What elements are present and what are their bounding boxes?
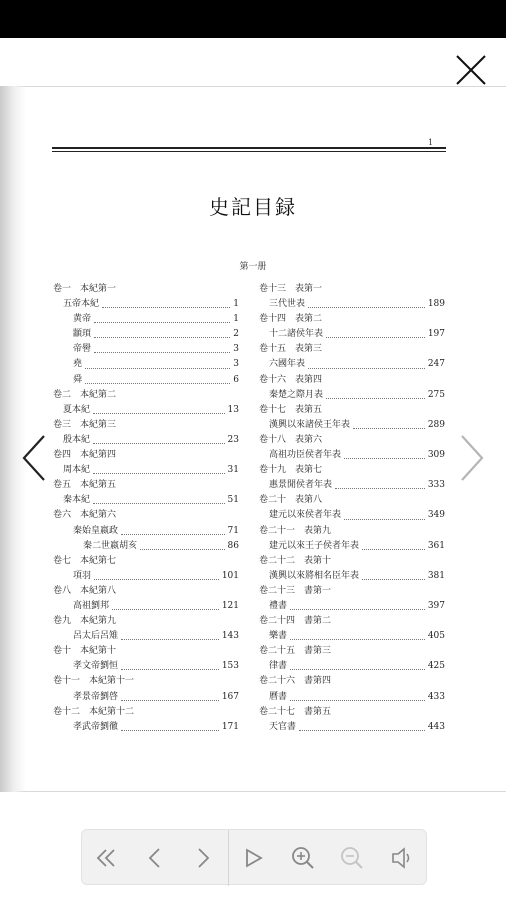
toc-entry-title: 建元以來侯者年表 (269, 510, 342, 521)
toc-chapter-heading (53, 674, 239, 689)
toc-entry (259, 569, 445, 584)
toc-page-number: 189 (427, 299, 445, 310)
toc-entry (53, 433, 239, 448)
toc-page-number: 121 (221, 600, 239, 611)
toc-entry-title: 孝景帝劉啓 (73, 691, 119, 702)
play-icon (235, 840, 271, 876)
toc-entry-title: 禮書 (269, 600, 288, 611)
toc-page-number: 2 (233, 329, 239, 340)
toc-page-number: 289 (427, 419, 445, 430)
toc-entry (259, 478, 445, 493)
leader-dots (326, 388, 425, 399)
toc-chapter-heading (259, 554, 445, 569)
toc-entry-title: 呂太后呂雉 (73, 631, 119, 642)
toc-entry-title: 建元以來王子侯者年表 (269, 540, 360, 551)
toc-page-number: 51 (227, 495, 239, 506)
previous-page-button[interactable] (18, 432, 50, 484)
toc-entry-title: 卷五 本紀第五 (53, 480, 117, 491)
toc-page-number: 23 (227, 434, 239, 445)
toc-chapter-heading (259, 493, 445, 508)
toc-entry (259, 327, 445, 342)
toc-entry-title: 舜 (73, 374, 83, 385)
toc-entry-title: 卷六 本紀第六 (53, 510, 117, 521)
toc-chapter-heading (53, 448, 239, 463)
toc-entry (53, 403, 239, 418)
toc-entry (53, 569, 239, 584)
toc-entry (53, 297, 239, 312)
toc-entry-title: 卷十 本紀第十 (53, 646, 117, 657)
reader-toolbar (81, 829, 427, 885)
toc-page-number: 171 (221, 721, 239, 732)
toc-page-number: 71 (227, 525, 239, 536)
leader-dots (290, 659, 425, 670)
toc-page-number: 31 (227, 465, 239, 476)
toc-entry-title: 殷本紀 (63, 434, 91, 445)
toc-entry (259, 448, 445, 463)
leader-dots (93, 463, 225, 474)
toc-chapter-heading (259, 312, 445, 327)
zoom-out-icon (334, 840, 370, 876)
toc-page-number: 433 (427, 691, 445, 702)
leader-dots (308, 357, 425, 368)
toc-chapter-heading (53, 644, 239, 659)
toc-entry-title: 天官書 (269, 721, 297, 732)
toc-chapter-heading (53, 388, 239, 403)
toc-entry-title: 卷二十一 表第九 (259, 525, 332, 536)
leader-dots (344, 448, 425, 459)
toc-page-number: 3 (233, 344, 239, 355)
toc-chapter-heading (259, 342, 445, 357)
next-page-button[interactable] (456, 432, 488, 484)
toc-entry (259, 357, 445, 372)
leader-dots (353, 418, 425, 429)
toc-entry (53, 342, 239, 357)
toc-entry (259, 388, 445, 403)
toc-page-number: 86 (227, 540, 239, 551)
toc-entry-title: 卷一 本紀第一 (53, 284, 117, 294)
toc-page-number: 361 (427, 540, 445, 551)
leader-dots (93, 403, 225, 414)
toc-chapter-heading (53, 584, 239, 599)
toc-entry-title: 秦楚之際月表 (269, 389, 324, 400)
leader-dots (121, 629, 219, 640)
toc-entry-title: 三代世表 (269, 299, 306, 310)
toc-column-right (259, 282, 445, 735)
toc-page-number: 309 (427, 450, 445, 461)
leader-dots (112, 599, 219, 610)
toc-entry (53, 373, 239, 388)
toc-entry-title: 孝文帝劉恒 (73, 661, 119, 672)
zoom-out-button[interactable] (334, 840, 370, 876)
toc-entry-title: 項羽 (73, 570, 92, 581)
toc-entry-title: 秦始皇嬴政 (73, 525, 119, 536)
toc-entry-title: 卷三 本紀第三 (53, 419, 117, 430)
toc-entry-title: 卷十二 本紀第十二 (53, 706, 135, 717)
page-number: 1 (428, 138, 434, 147)
toc-entry-title: 卷二十六 書第四 (259, 676, 332, 687)
toc-page-number: 1 (233, 299, 239, 310)
toc-chapter-heading (53, 554, 239, 569)
toc-entry-title: 十二諸侯年表 (269, 329, 324, 340)
toc-entry (53, 539, 239, 554)
toc-entry-title: 高祖功臣侯者年表 (269, 450, 342, 461)
toc-entry (53, 493, 239, 508)
toc-entry (259, 690, 445, 705)
toc-chapter-heading (53, 508, 239, 523)
toc-entry (53, 599, 239, 614)
leader-dots (85, 357, 230, 368)
toc-entry-title: 卷七 本紀第七 (53, 555, 117, 566)
toc-chapter-heading (53, 418, 239, 433)
toc-entry-title: 夏本紀 (63, 404, 91, 415)
toc-entry-title: 卷十六 表第四 (259, 374, 323, 385)
toc-entry (53, 327, 239, 342)
status-bar (0, 0, 506, 38)
toc-entry-title: 孝武帝劉徹 (73, 721, 119, 732)
toc-page-number: 143 (221, 631, 239, 642)
page-title: 史記目録 (209, 195, 297, 219)
next-icon (185, 840, 221, 876)
toc-entry-title: 卷十九 表第七 (259, 465, 323, 476)
toc-chapter-heading (259, 705, 445, 720)
header-rule (52, 147, 446, 149)
leader-dots (362, 539, 425, 550)
toc-entry (259, 659, 445, 674)
first-page-icon (87, 840, 123, 876)
leader-dots (335, 478, 425, 489)
toc-entry (53, 463, 239, 478)
leader-dots (299, 720, 425, 731)
close-icon (452, 52, 490, 88)
toc-entry (259, 720, 445, 735)
previous-button[interactable] (137, 840, 173, 876)
leader-dots (121, 720, 219, 731)
toc-entry-title: 高祖劉邦 (73, 600, 110, 611)
toc-page-number: 333 (427, 480, 445, 491)
toc-entry-title: 堯 (73, 359, 83, 370)
toc-entry-title: 卷十七 表第五 (259, 404, 323, 415)
zoom-in-button[interactable] (285, 840, 321, 876)
leader-dots (85, 373, 230, 384)
leader-dots (94, 569, 219, 580)
toc-entry (53, 524, 239, 539)
toc-entry (259, 418, 445, 433)
toc-entry-title: 卷二 本紀第二 (53, 389, 117, 400)
toc-chapter-heading (53, 614, 239, 629)
toc-page-number: 6 (233, 374, 239, 385)
toc-entry-title: 卷八 本紀第八 (53, 585, 117, 596)
toc-entry-title: 漢興以來將相名臣年表 (269, 570, 360, 581)
toc-chapter-heading (259, 433, 445, 448)
toc-entry (53, 312, 239, 327)
toc-page-number: 197 (427, 329, 445, 340)
toc-entry (53, 659, 239, 674)
toc-entry-title: 卷二十五 書第三 (259, 646, 332, 657)
toc-entry-title: 卷四 本紀第四 (53, 450, 117, 461)
leader-dots (94, 327, 230, 338)
toc-entry-title: 卷十一 本紀第十一 (53, 676, 135, 687)
toolbar-divider (228, 830, 229, 886)
toc-entry-title: 周本紀 (63, 465, 91, 476)
leader-dots (326, 327, 425, 338)
toc-chapter-heading (259, 524, 445, 539)
leader-dots (362, 569, 425, 580)
toc-entry-title: 卷二十 表第八 (259, 495, 323, 506)
leader-dots (290, 629, 425, 640)
toc-entry (53, 357, 239, 372)
toc-page-number: 153 (221, 661, 239, 672)
toc-page-number: 381 (427, 570, 445, 581)
toc-page-number: 101 (221, 570, 239, 581)
toc-chapter-heading (259, 614, 445, 629)
toc-entry-title: 樂書 (269, 631, 288, 642)
leader-dots (121, 659, 219, 670)
toc-page-number: 443 (427, 721, 445, 732)
volume-label: 第一册 (239, 262, 267, 272)
close-button[interactable] (452, 52, 490, 88)
leader-dots (102, 297, 230, 308)
toc-entry-title: 秦本紀 (63, 495, 91, 506)
toc-page-number: 275 (427, 389, 445, 400)
toc-entry-title: 卷二十二 表第十 (259, 555, 332, 566)
toc-page-number: 397 (427, 600, 445, 611)
leader-dots (121, 690, 219, 701)
chevron-right-icon (456, 432, 488, 484)
toc-page-number: 1 (233, 314, 239, 325)
toc-entry-title: 帝嚳 (73, 344, 92, 355)
toc-column-left (53, 282, 239, 735)
toc-page-number: 349 (427, 510, 445, 521)
toc-chapter-heading (259, 674, 445, 689)
next-button[interactable] (185, 840, 221, 876)
toc-entry (259, 629, 445, 644)
toc-page-number: 13 (227, 404, 239, 415)
toc-page-number: 405 (427, 631, 445, 642)
speaker-icon (384, 840, 420, 876)
toc-entry-title: 律書 (269, 661, 288, 672)
leader-dots (93, 433, 225, 444)
toc-entry-title: 卷十五 表第三 (259, 344, 323, 355)
toc-chapter-heading (259, 282, 445, 297)
toc-page-number: 167 (221, 691, 239, 702)
toc-chapter-heading (259, 584, 445, 599)
play-button[interactable] (235, 840, 271, 876)
leader-dots (290, 599, 425, 610)
toc-page-number: 3 (233, 359, 239, 370)
toc-chapter-heading (259, 373, 445, 388)
toc-entry-title: 漢興以來諸侯王年表 (269, 419, 351, 430)
toc-entry-title: 黄帝 (73, 314, 92, 325)
toc-page-number: 247 (427, 359, 445, 370)
chevron-left-icon (18, 432, 50, 484)
speaker-button[interactable] (384, 840, 420, 876)
toc-entry-title: 卷二十三 書第一 (259, 585, 332, 596)
leader-dots (94, 312, 230, 323)
leader-dots (308, 297, 425, 308)
toc-chapter-heading (53, 705, 239, 720)
toc-entry (53, 720, 239, 735)
toc-entry (53, 690, 239, 705)
leader-dots (93, 493, 225, 504)
leader-dots (94, 342, 230, 353)
first-page-button[interactable] (87, 840, 123, 876)
toc-entry-title: 五帝本紀 (63, 299, 100, 310)
toc-chapter-heading (259, 463, 445, 478)
previous-icon (137, 840, 173, 876)
zoom-in-icon (285, 840, 321, 876)
header-rule-thin (52, 151, 446, 152)
toc-entry-title: 卷九 本紀第九 (53, 616, 117, 627)
toc-entry (259, 508, 445, 523)
leader-dots (140, 539, 225, 550)
toc-entry-title: 卷十四 表第二 (259, 314, 323, 325)
toc-chapter-heading (53, 282, 239, 297)
toc-entry-title: 顓頊 (73, 329, 92, 340)
toc-entry-title: 卷十八 表第六 (259, 434, 323, 445)
toc-entry-title: 卷十三 表第一 (259, 284, 323, 294)
toc-entry-title: 秦二世嬴胡亥 (83, 540, 138, 551)
toc-chapter-heading (53, 478, 239, 493)
toc-entry-title: 惠景閒侯者年表 (269, 480, 333, 491)
toc-entry-title: 卷二十七 書第五 (259, 706, 332, 717)
toc-entry-title: 卷二十四 書第二 (259, 616, 332, 627)
toc-entry (53, 629, 239, 644)
toc-entry (259, 599, 445, 614)
toc-entry (259, 297, 445, 312)
toc-chapter-heading (259, 644, 445, 659)
toc-entry-title: 曆書 (269, 691, 288, 702)
leader-dots (121, 524, 225, 535)
toc-entry (259, 539, 445, 554)
toc-chapter-heading (259, 403, 445, 418)
leader-dots (290, 690, 425, 701)
toc-entry-title: 六國年表 (269, 359, 306, 370)
toc-page-number: 425 (427, 661, 445, 672)
leader-dots (344, 508, 425, 519)
